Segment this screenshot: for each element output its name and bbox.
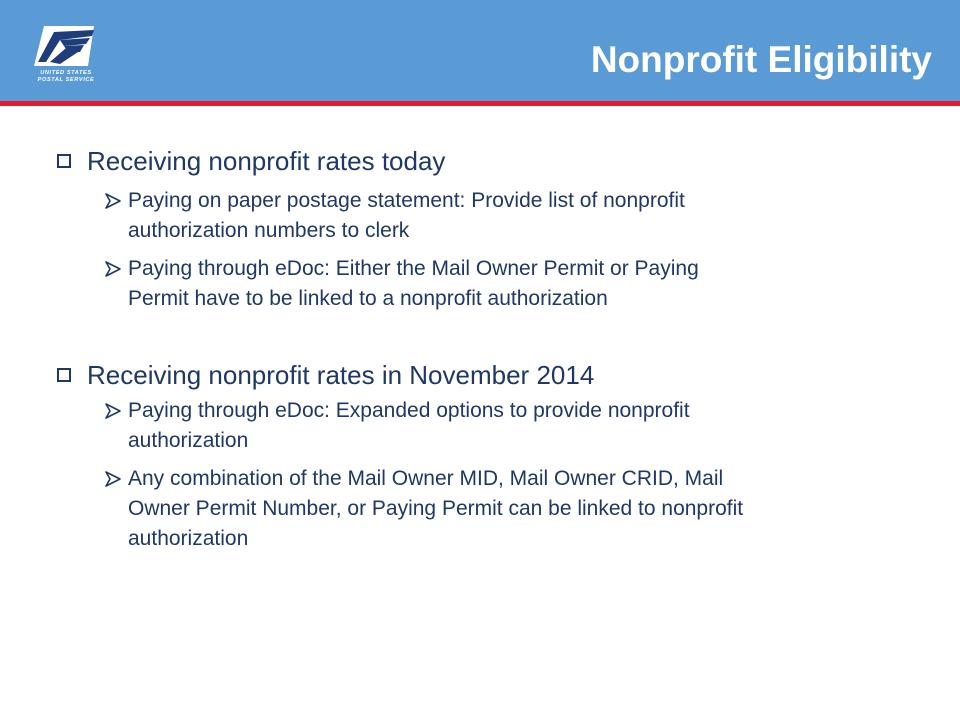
slide-title: Nonprofit Eligibility (590, 39, 932, 80)
bullet-line: Paying through eDoc: Either the Mail Owner Permit or Paying (128, 257, 699, 280)
checkbox-bullet-icon (57, 154, 71, 168)
usps-logo (30, 22, 102, 84)
bullet-line: authorization (128, 429, 249, 452)
eagle-icon (30, 22, 102, 70)
bullet-line: Any combination of the Mail Owner MID, Mail Owner CRID, Mail (128, 467, 724, 490)
logo-text-line1: UNITED STATES (40, 70, 92, 76)
bullet-line: Owner Permit Number, or Paying Permit can be linked to nonprofit (128, 497, 744, 520)
bullet-line: authorization (128, 527, 249, 550)
bullet-line: Paying on paper postage statement: Provide list of nonprofit (128, 189, 685, 212)
bullet-line: authorization numbers to clerk (128, 219, 410, 242)
logo-text-line2: POSTAL SERVICE (37, 77, 95, 83)
section-heading: Receiving nonprofit rates in November 2014 (87, 360, 595, 390)
slide-header (0, 0, 960, 101)
bullet-line: Paying through eDoc: Expanded options to provide nonprofit (128, 399, 690, 422)
header-divider (0, 101, 960, 106)
arrow-bullet-icon (104, 402, 122, 420)
arrow-bullet-icon (104, 192, 122, 210)
arrow-bullet-icon (104, 260, 122, 278)
section-heading: Receiving nonprofit rates today (87, 146, 446, 176)
arrow-bullet-icon (104, 470, 122, 488)
checkbox-bullet-icon (57, 368, 71, 382)
bullet-line: Permit have to be linked to a nonprofit authorization (128, 287, 608, 310)
